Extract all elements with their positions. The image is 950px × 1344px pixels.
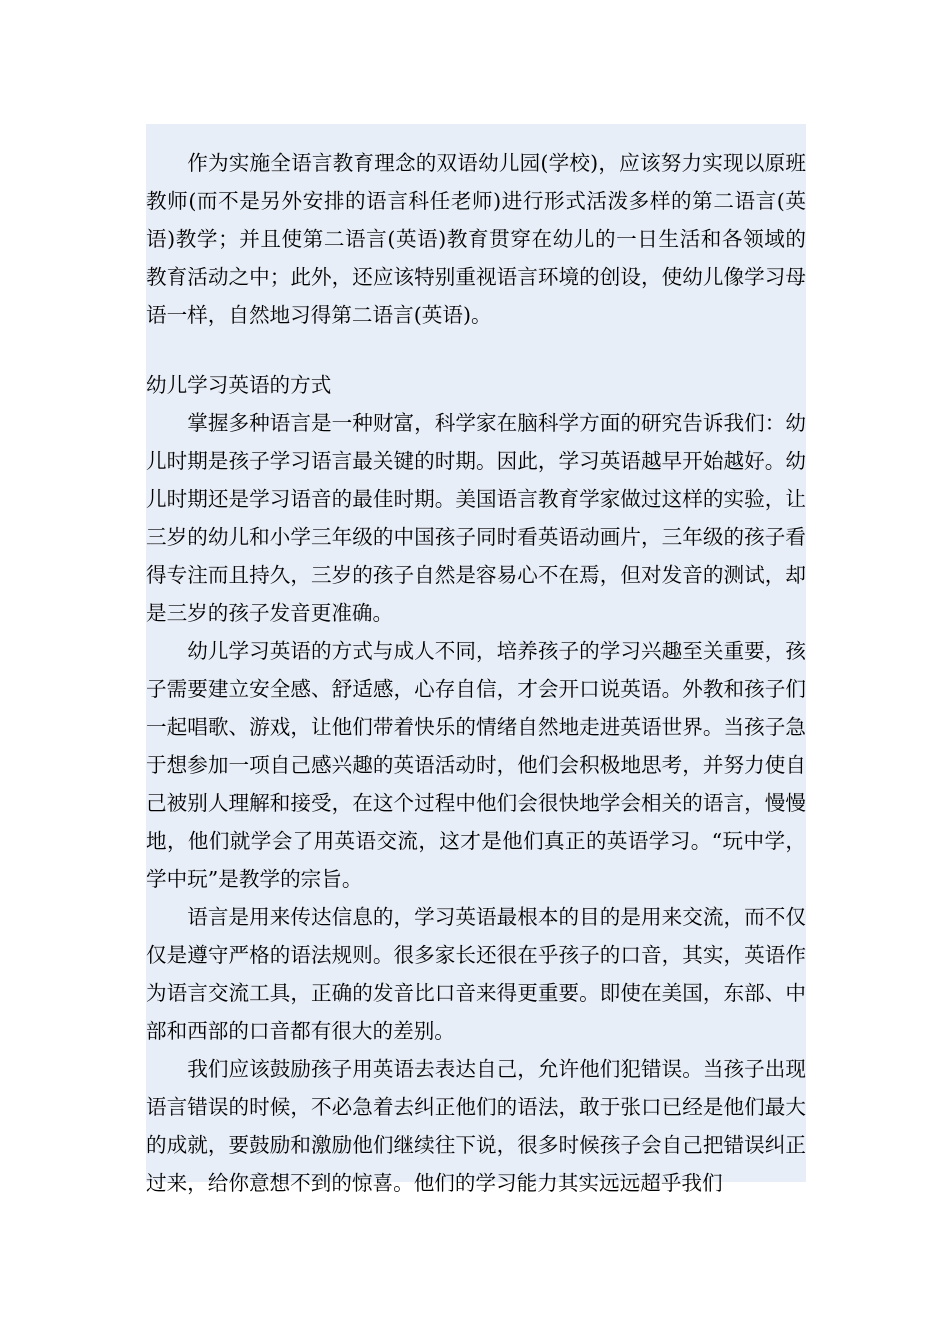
body-paragraph-4: 我们应该鼓励孩子用英语去表达自己，允许他们犯错误。当孩子出现语言错误的时候，不必急着去纠正他们的语法，敢于张口已经是他们最大的成就，要鼓励和激励他们继续往下说，很多时候孩子会自己把错误纠正过来，给你意想不到的惊喜。他们的学习能力其实远远超乎我们 <box>146 1057 806 1195</box>
document-content-area <box>146 124 806 1195</box>
body-paragraph-2: 幼儿学习英语的方式与成人不同，培养孩子的学习兴趣至关重要，孩子需要建立安全感、舒适感，心存自信，才会开口说英语。外教和孩子们一起唱歌、游戏，让他们带着快乐的情绪自然地走进英语世界。当孩子急于想参加一项自己感兴趣的英语活动时，他们会积极地思考，并努力使自己被别人理解和接受，在这个过程中他们会很快地学会相关的语言，慢慢地，他们就学会了用英语交流，这才是他们真正的英语学习。“玩中学，学中玩”是教学的宗旨。 <box>146 639 806 891</box>
intro-paragraph-block <box>146 144 806 334</box>
section-heading: 幼儿学习英语的方式 <box>146 373 332 397</box>
body-paragraph-1: 掌握多种语言是一种财富，科学家在脑科学方面的研究告诉我们：幼儿时期是孩子学习语言最关键的时期。因此，学习英语越早开始越好。幼儿时期还是学习语音的最佳时期。美国语言教育学家做过这样的实验，让三岁的幼儿和小学三年级的中国孩子同时看英语动画片，三年级的孩子看得专注而且持久，三岁的孩子自然是容易心不在焉，但对发音的测试，却是三岁的孩子发音更准确。 <box>146 411 806 625</box>
section-body <box>146 404 806 1202</box>
intro-paragraph: 作为实施全语言教育理念的双语幼儿园(学校)，应该努力实现以原班教师(而不是另外安排的语言科任老师)进行形式活泼多样的第二语言(英语)教学；并且使第二语言(英语)教育贯穿在幼儿的一日生活和各领域的教育活动之中；此外，还应该特别重视语言环境的创设，使幼儿像学习母语一样，自然地习得第二语言(英语)。 <box>146 151 806 327</box>
body-paragraph-3: 语言是用来传达信息的，学习英语最根本的目的是用来交流，而不仅仅是遵守严格的语法规则。很多家长还很在乎孩子的口音，其实，英语作为语言交流工具，正确的发音比口音来得更重要。即使在美国，东部、中部和西部的口音都有很大的差别。 <box>146 905 806 1043</box>
